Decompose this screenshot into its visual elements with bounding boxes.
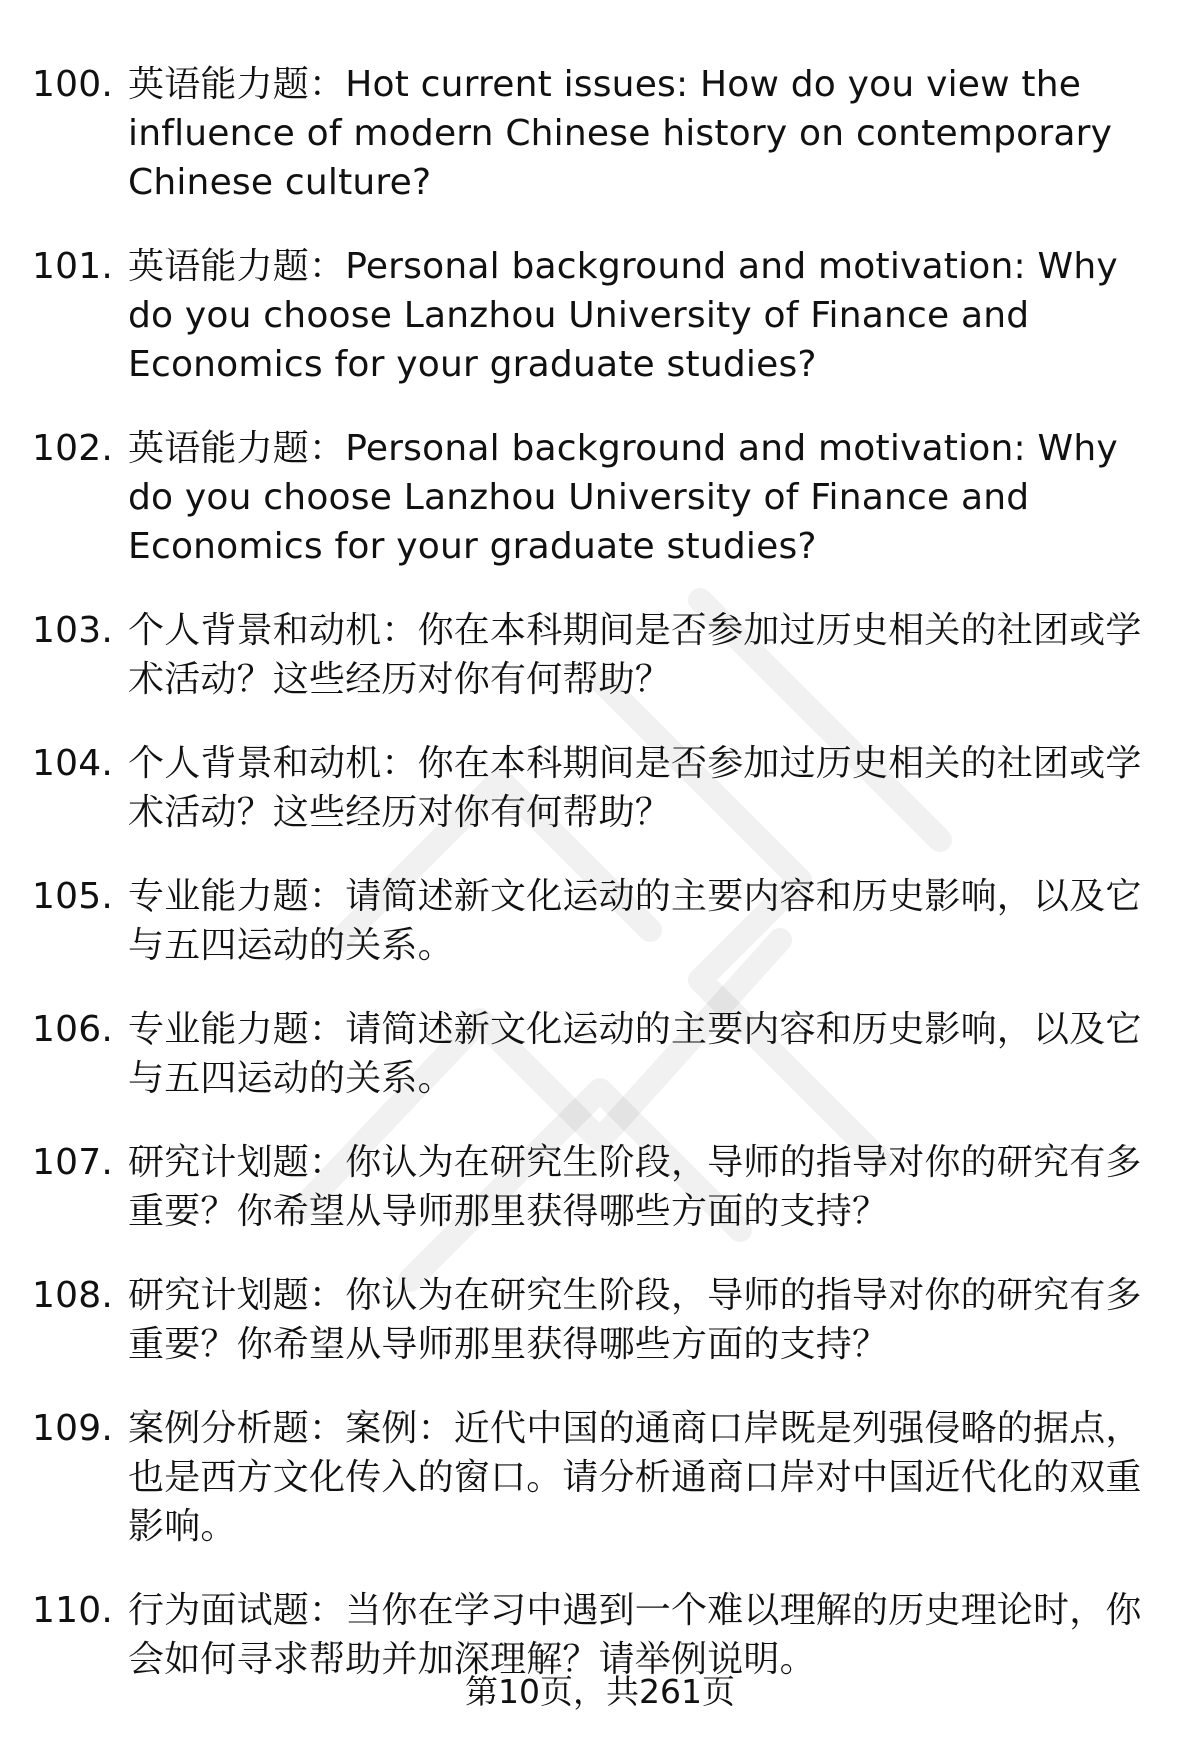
question-item	[32, 739, 1142, 837]
question-text: 个人背景和动机：你在本科期间是否参加过历史相关的社团或学术活动？这些经历对你有何帮助？	[128, 743, 1142, 833]
question-item	[32, 242, 1142, 389]
question-text: 案例分析题：案例：近代中国的通商口岸既是列强侵略的据点，也是西方文化传入的窗口。请分析通商口岸对中国近代化的双重影响。	[128, 1408, 1142, 1547]
question-text: 行为面试题：当你在学习中遇到一个难以理解的历史理论时，你会如何寻求帮助并加深理解？请举例说明。	[128, 1590, 1142, 1680]
question-number: 109.	[32, 1408, 113, 1449]
question-text: 研究计划题：你认为在研究生阶段，导师的指导对你的研究有多重要？你希望从导师那里获得哪些方面的支持？	[128, 1142, 1142, 1232]
question-number: 106.	[32, 1009, 113, 1050]
question-number: 102.	[32, 428, 113, 469]
question-text: 专业能力题：请简述新文化运动的主要内容和历史影响，以及它与五四运动的关系。	[128, 876, 1142, 966]
question-item	[32, 606, 1142, 704]
question-text: 研究计划题：你认为在研究生阶段，导师的指导对你的研究有多重要？你希望从导师那里获得哪些方面的支持？	[128, 1275, 1142, 1365]
question-item	[32, 1138, 1142, 1236]
question-list	[32, 60, 1142, 1719]
question-number: 107.	[32, 1142, 113, 1183]
question-number: 103.	[32, 610, 113, 651]
page-number-label: 第10页，共261页	[465, 1672, 735, 1711]
question-number: 101.	[32, 246, 113, 287]
question-number: 100.	[32, 64, 113, 105]
question-number: 105.	[32, 876, 113, 917]
question-item	[32, 1005, 1142, 1103]
question-text: 英语能力题：Hot current issues: How do you view the influence of modern Chinese history on contemporary Chinese culture?	[128, 64, 1113, 203]
question-item	[32, 1404, 1142, 1551]
question-item	[32, 872, 1142, 970]
question-item	[32, 60, 1142, 207]
page-footer	[0, 1670, 1200, 1714]
question-text: 个人背景和动机：你在本科期间是否参加过历史相关的社团或学术活动？这些经历对你有何帮助？	[128, 610, 1142, 700]
question-text: 英语能力题：Personal background and motivation: Why do you choose Lanzhou University of Finance and Economics for your graduate studies?	[128, 246, 1118, 385]
question-number: 104.	[32, 743, 113, 784]
question-item	[32, 1271, 1142, 1369]
question-text: 英语能力题：Personal background and motivation: Why do you choose Lanzhou University of Finance and Economics for your graduate studies?	[128, 428, 1118, 567]
question-item	[32, 424, 1142, 571]
question-number: 110.	[32, 1590, 113, 1631]
question-number: 108.	[32, 1275, 113, 1316]
question-text: 专业能力题：请简述新文化运动的主要内容和历史影响，以及它与五四运动的关系。	[128, 1009, 1142, 1099]
